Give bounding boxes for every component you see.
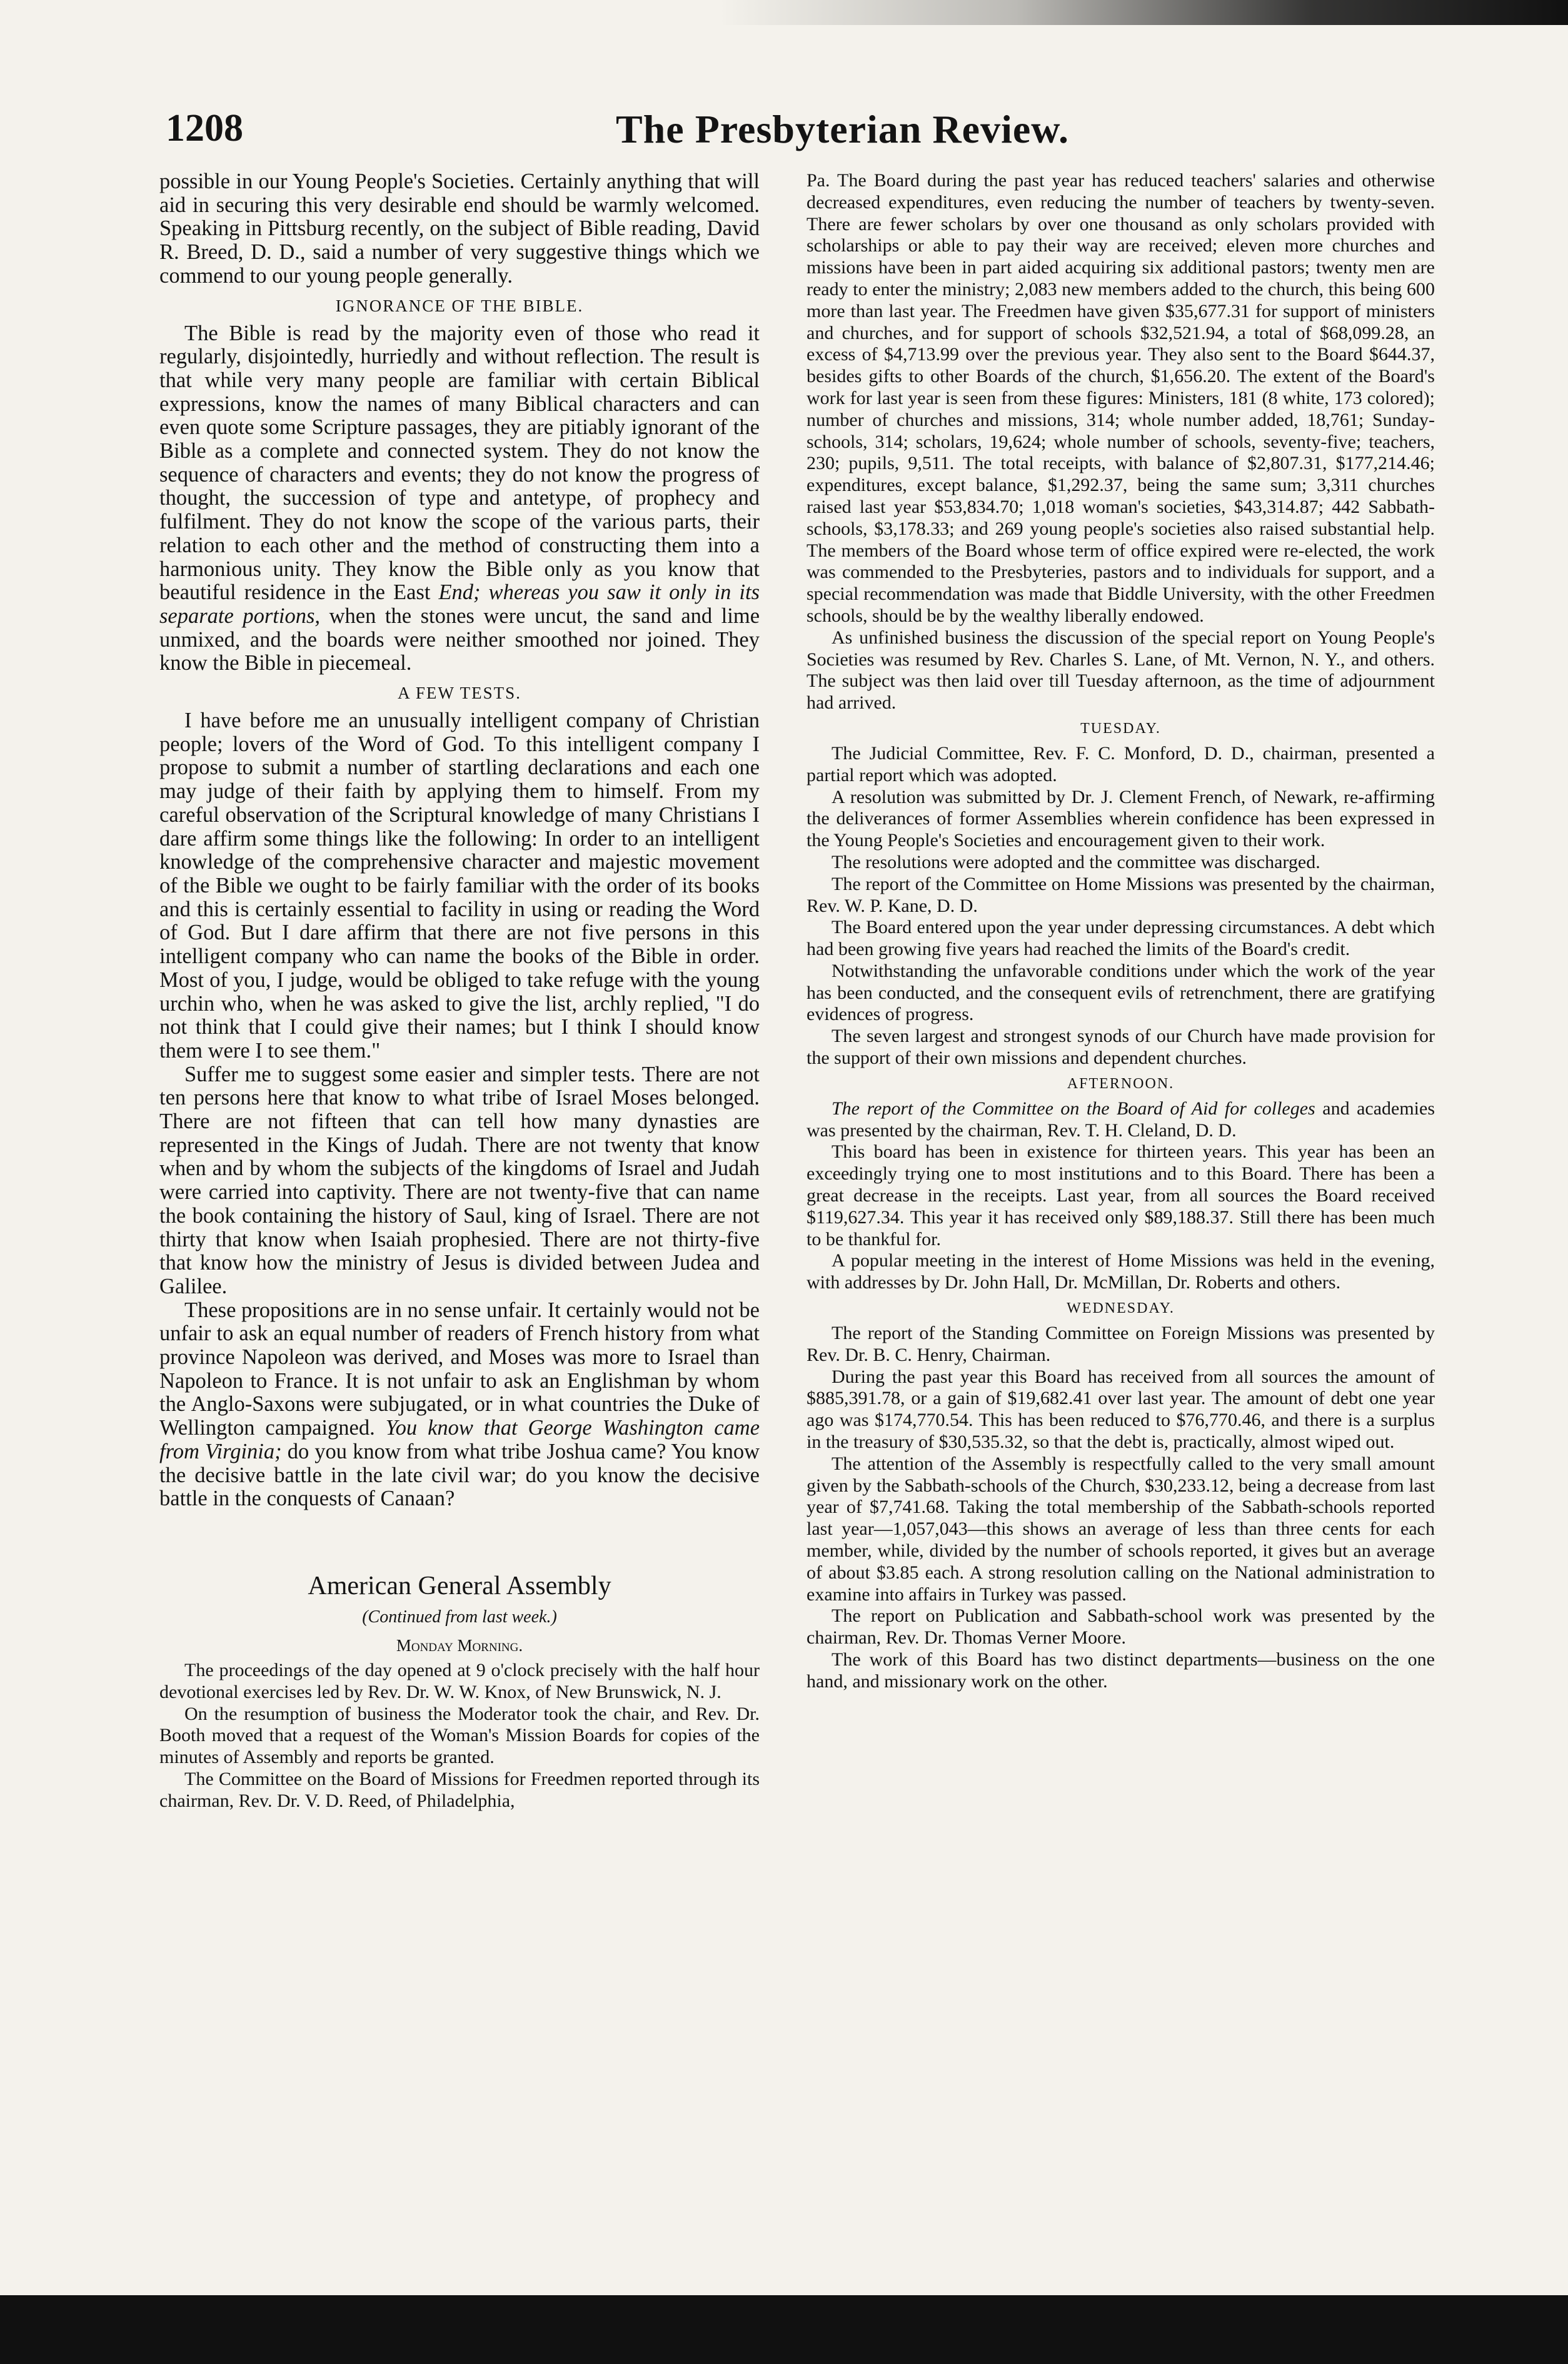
paragraph-tests-3 bbox=[159, 1299, 760, 1511]
article-title: American General Assembly bbox=[308, 1571, 611, 1600]
judicial-paragraph: The Judicial Committee, Rev. F. C. Monford, D. D., chairman, presented a partial report which was adopted. bbox=[807, 742, 1435, 785]
departments-paragraph: The work of this Board has two distinct departments—business on the one hand, and missionary work on the other. bbox=[807, 1649, 1435, 1692]
receipts-paragraph: During the past year this Board has received from all sources the amount of $885,391.78, or a gain of $19,682.41 over last year. The amount of debt one year ago was $174,770.54. This has been reduced to $76,770.46, and there is a surplus in the treasury of $30,535.32, so that the debt is, practically, almost wiped out. bbox=[807, 1366, 1435, 1453]
section-heading-tests: A FEW TESTS. bbox=[398, 684, 521, 703]
scan-edge-bottom bbox=[0, 2295, 1568, 2364]
section-spacer bbox=[159, 1511, 760, 1567]
assembly-paragraph-2: On the resumption of business the Moderator took the chair, and Rev. Dr. Booth moved that a request of the Woman's Mission Boards for copies of the minutes of Assembly and reports be granted. bbox=[159, 1703, 760, 1768]
paragraph-text: do you know from what tribe Joshua came? You know the decisive battle in the late civil war; do you know the decisive battle in the conquests of Canaan? bbox=[159, 1439, 760, 1511]
italic-text: You know that George Washington came from Virginia; bbox=[159, 1416, 760, 1463]
page-header bbox=[166, 106, 1447, 156]
heading-wednesday: WEDNESDAY. bbox=[1067, 1300, 1175, 1317]
paragraph-tests-2: Suffer me to suggest some easier and simpler tests. There are not ten persons here that know to what tribe of Israel Moses belonged. There are not fifteen that can tell how many dynasties are represented in the Kings of Judah. There are not twenty that know when and by whom the subjects of the kingdoms of Israel and Judah were carried into captivity. There are not twenty-five that can name the book containing the history of Saul, king of Israel. There are not thirty that know when Isaiah prophesied. There are not thirty-five that know how the ministry of Jesus is divided between Judea and Galilee. bbox=[159, 1062, 760, 1298]
paragraph-tests-1: I have before me an unusually intelligent company of Christian people; lovers of the Word of God. To this intelligent company I propose to submit a number of startling declarations and each one may judge of their faith by applying them to himself. From my careful observation of the Scriptural knowledge of many Christians I dare affirm some things like the following: In order to an intelligent knowledge of the comprehensive character and majestic movement of the Bible we ought to be fairly familiar with the order of its books and this is certainly essential to facility in using or reading the Word of God. But I dare affirm that there are not five persons in this intelligent company who can name the books of the Bible in order. Most of you, I judge, would be obliged to take refuge with the young urchin who, when he was asked to give the list, archly replied, "I do not think that I could give their names; but I think I should know them were I to see them." bbox=[159, 709, 760, 1063]
board-years-paragraph: This board has been in existence for thirteen years. This year has been an exceedingly trying one to most institutions and to this Board. There has been a great decrease in the receipts. Last year, from all sources the Board received $119,627.34. This year it has received only $89,188.37. Still there has been much to be thankful for. bbox=[807, 1141, 1435, 1250]
assembly-paragraph-3: The Committee on the Board of Missions for Freedmen reported through its chairman, Rev. Dr. V. D. Reed, of Philadelphia, bbox=[159, 1768, 760, 1811]
italic-text: The report of the Committee on the Board of Aid for colleges bbox=[832, 1098, 1315, 1119]
section-heading-ignorance: IGNORANCE OF THE BIBLE. bbox=[335, 296, 584, 315]
page-number: 1208 bbox=[166, 107, 243, 149]
synods-paragraph: The seven largest and strongest synods of our Church have made provision for the support of their own missions and dependent churches. bbox=[807, 1026, 1435, 1069]
paragraph-text: These propositions are in no sense unfair. It certainly would not be unfair to ask an equal number of readers of French history from what province Napoleon was derived, and Moses was more to Israel than Napoleon to France. It is not unfair to ask an Englishman by whom the Anglo-Saxons were subjugated, or in what countries the Duke of Wellington campaigned. bbox=[159, 1298, 760, 1440]
popular-meeting-paragraph: A popular meeting in the interest of Home Missions was held in the evening, with addresses by Dr. John Hall, Dr. McMillan, Dr. Roberts and others. bbox=[807, 1250, 1435, 1293]
heading-tuesday: TUESDAY. bbox=[1080, 720, 1161, 737]
colleges-paragraph bbox=[807, 1098, 1435, 1142]
freedmen-paragraph: Pa. The Board during the past year has reduced teachers' salaries and otherwise decreased expenditures, even reducing the number of teachers by twenty-seven. There are fewer scholars by over one thousand as only scholars provided with scholarships or able to pay their way are received; eleven more churches and missions have been in part aided acquiring six additional pastors; twenty men are ready to enter the ministry; 2,083 new members added to the church, this being 600 more than last year. The Freedmen have given $35,677.31 for support of ministers and churches, and for support of schools $32,521.94, a total of $68,099.28, an excess of $4,713.99 over the previous year. They also sent to the Board $644.37, besides gifts to other Boards of the church, $1,656.20. The extent of the Board's work for last year is seen from these figures: Ministers, 181 (8 white, 173 colored); number of churches and missions, 314; whole number added, 18,761; Sunday-schools, 314; scholars, 19,624; whole number of schools, seventy-five; teachers, 230; pupils, 9,511. The total receipts, with balance of $2,807.31, $177,214.46; expenditures, except balance, $1,292.37, being the same sum; 3,311 churches raised last year $53,834.70; 1,018 woman's societies, $43,314.87; 442 Sabbath-schools, $3,178.33; and 269 young people's societies also raised substantial help. The members of the Board whose term of office expired were re-elected, the work was commended to the Presbyteries, pastors and to individuals for support, and a special recommendation was made that Biddle University, with the other Freedmen schools, should be by the wealthy liberally endowed. bbox=[807, 170, 1435, 626]
scan-edge-top bbox=[719, 0, 1568, 25]
societies-paragraph: As unfinished business the discussion of the special report on Young People's Societies was resumed by Rev. Charles S. Lane, of Mt. Vernon, N. Y., and others. The subject was then laid over till Tuesday afternoon, as the time of adjournment had arrived. bbox=[807, 627, 1435, 714]
paragraph-text: and academies was presented by the chairman, Rev. T. H. Cleland, D. D. bbox=[807, 1098, 1435, 1141]
publication-paragraph: The report on Publication and Sabbath-school work was presented by the chairman, Rev. Dr. Thomas Verner Moore. bbox=[807, 1605, 1435, 1649]
paragraph-ignorance bbox=[159, 322, 760, 676]
left-column bbox=[159, 170, 760, 2259]
board-debt-paragraph: The Board entered upon the year under depressing circumstances. A debt which had been growing five years had reached the limits of the Board's credit. bbox=[807, 917, 1435, 960]
sabbath-schools-paragraph: The attention of the Assembly is respectfully called to the very small amount given by the Sabbath-schools of the Church, $30,233.12, being a decrease from last year of $7,741.68. Taking the total membership of the Sabbath-schools reported last year—1,057,043—this shows an average of less than three cents for each member, while, divided by the number of schools reported, it gives but an average of about $3.85 each. A strong resolution calling on the National administration to examine into affairs in Turkey was passed. bbox=[807, 1453, 1435, 1605]
article-subhead: Monday Morning. bbox=[396, 1635, 523, 1655]
heading-afternoon: AFTERNOON. bbox=[1067, 1075, 1175, 1092]
progress-paragraph: Notwithstanding the unfavorable conditions under which the work of the year has been conducted, and the consequent evils of retrenchment, there are gratifying evidences of progress. bbox=[807, 960, 1435, 1025]
paragraph-text: when the stones were uncut, the sand and lime unmixed, and the boards were neither smoothed nor joined. They know the Bible in piecemeal. bbox=[159, 604, 760, 675]
running-title: The Presbyterian Review. bbox=[616, 107, 1069, 151]
foreign-missions-paragraph: The report of the Standing Committee on Foreign Missions was presented by Rev. Dr. B. C. Henry, Chairman. bbox=[807, 1323, 1435, 1365]
resolution-paragraph: A resolution was submitted by Dr. J. Clement French, of Newark, re-affirming the deliverances of former Assemblies wherein confidence has been expressed in the Young People's Societies and encouragement given to their work. bbox=[807, 786, 1435, 851]
assembly-paragraph-1: The proceedings of the day opened at 9 o'clock precisely with the half hour devotional exercises led by Rev. Dr. W. W. Knox, of New Brunswick, N. J. bbox=[159, 1659, 760, 1702]
paragraph-text: The Bible is read by the majority even of those who read it regularly, disjointedly, hurriedly and without reflection. The result is that while very many people are familiar with certain Biblical expressions, know the names of many Biblical characters and can even quote some Scripture passages, they are pitiably ignorant of the Bible as a complete and connected system. They do not know the sequence of characters and events; they do not know the progress of thought, the succession of type and antetype, of prophecy and fulfilment. They do not know the scope of the various parts, their relation to each other and the method of constructing them into a harmonious unity. They know the Bible only as you know that beautiful residence in the East bbox=[159, 321, 760, 605]
italic-text: End; whereas you saw it only in its separate portions, bbox=[159, 580, 760, 628]
right-column bbox=[807, 170, 1435, 2284]
resolution-adopted-paragraph: The resolutions were adopted and the committee was discharged. bbox=[832, 851, 1320, 872]
article-subtitle: (Continued from last week.) bbox=[362, 1607, 557, 1627]
home-missions-paragraph: The report of the Committee on Home Missions was presented by the chairman, Rev. W. P. Kane, D. D. bbox=[807, 873, 1435, 916]
intro-paragraph: possible in our Young People's Societies. Certainly anything that will aid in securing this very desirable end should be warmly welcomed. Speaking in Pittsburg recently, on the subject of Bible reading, David R. Breed, D. D., said a number of very suggestive things which we commend to our young people generally. bbox=[159, 170, 760, 288]
